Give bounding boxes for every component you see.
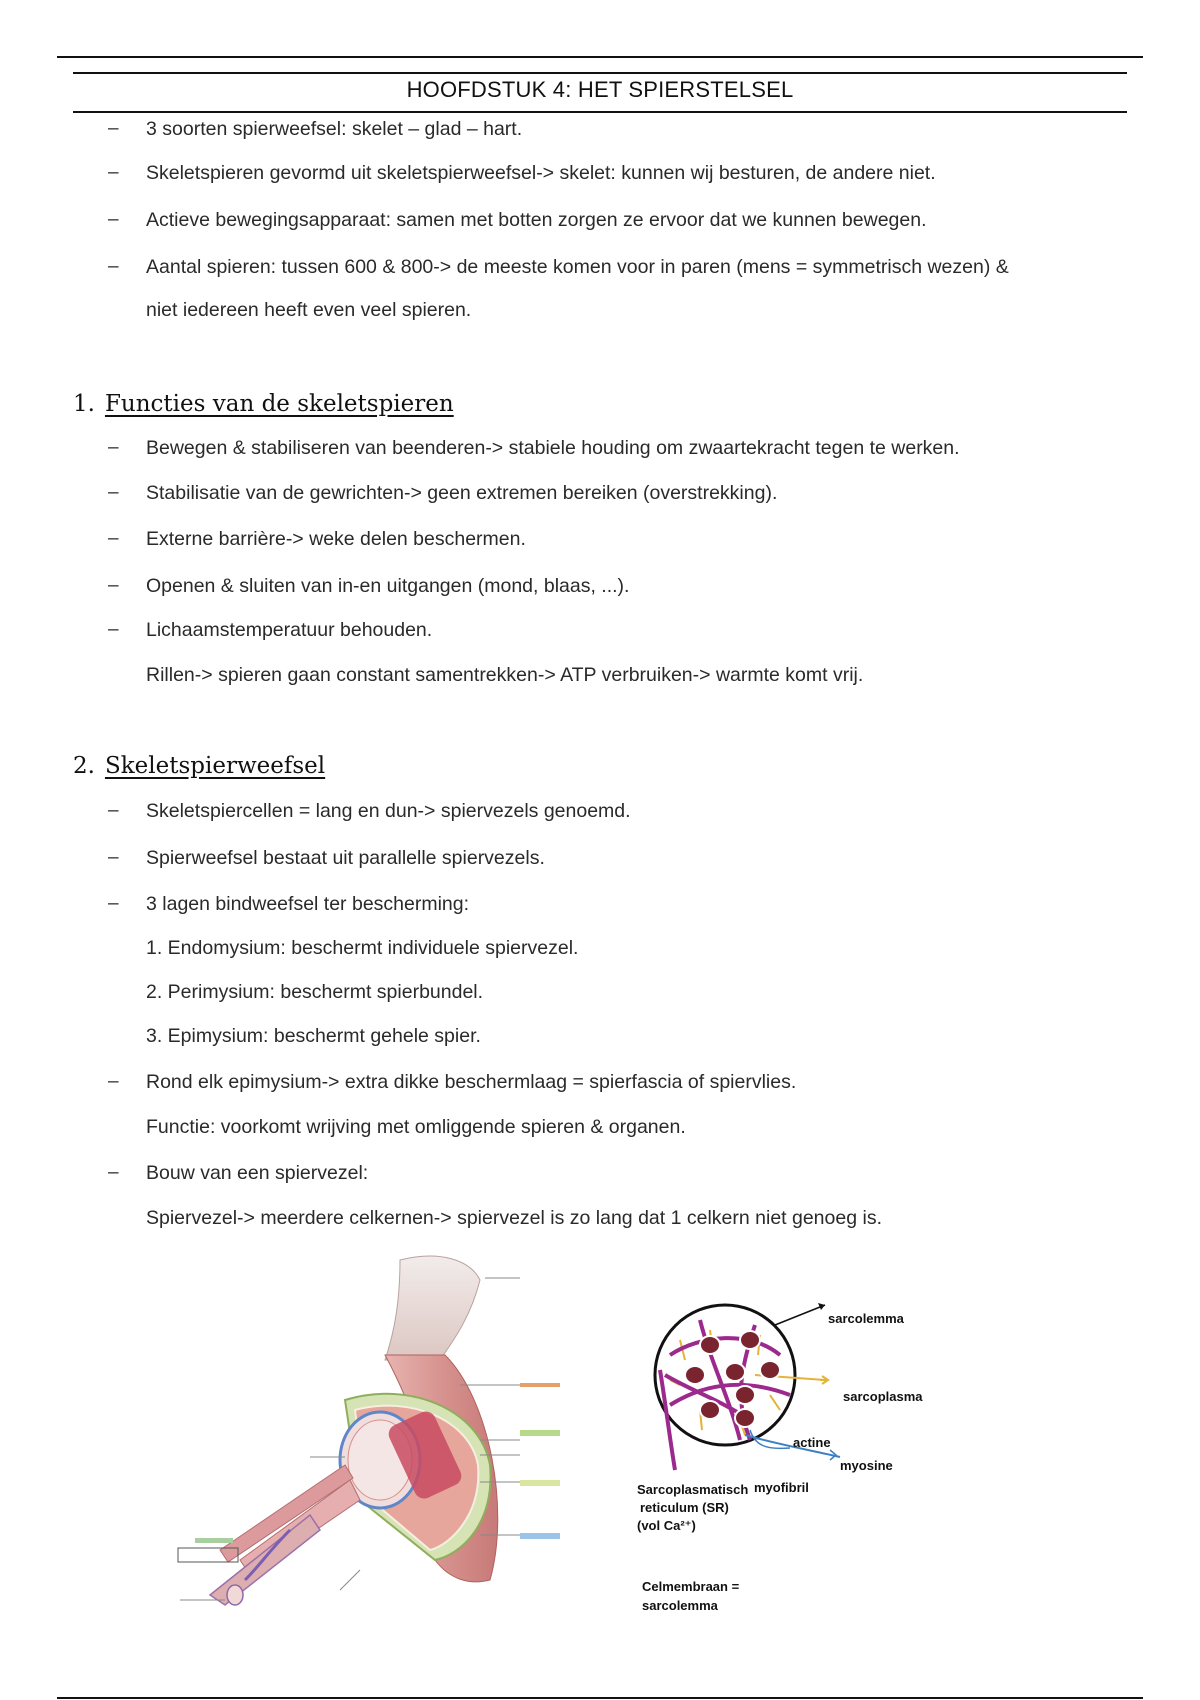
bullet-dash: – [108, 847, 119, 868]
section-1-continuation: Rillen-> spieren gaan constant samentrekken-> ATP verbruiken-> warmte komt vrij. [146, 664, 864, 686]
label-sarcolemma: sarcolemma [828, 1311, 904, 1326]
section-2-bullet-4: Rond elk epimysium-> extra dikke beschermlaag = spierfascia of spiervlies. [146, 1071, 797, 1093]
bullet-dash: – [108, 209, 119, 230]
label-actine: actine [793, 1435, 831, 1450]
arrow-head-icon [818, 1303, 825, 1310]
sarcolemma-arrow [775, 1305, 825, 1325]
bullet-dash: – [108, 619, 119, 640]
section-2-bullet-4-note: Functie: voorkomt wrijving met omliggende spieren & organen. [146, 1116, 686, 1138]
label-tag [520, 1430, 560, 1436]
section-1-title: Functies van de skeletspieren [104, 391, 454, 417]
title-rule-bottom [73, 111, 1127, 113]
layer-epimysium: 3. Epimysium: beschermt gehele spier. [146, 1025, 481, 1047]
label-tag [520, 1480, 560, 1486]
section-1-bullet-3: Externe barrière-> weke delen beschermen. [146, 528, 526, 550]
bullet-dash: – [108, 437, 119, 458]
label-celmembraan-line2: sarcolemma [642, 1598, 718, 1613]
bullet-dash: – [108, 482, 119, 503]
intro-bullet-2: Skeletspieren gevormd uit skeletspierweefsel-> skelet: kunnen wij besturen, de andere niet. [146, 162, 936, 184]
bullet-dash: – [108, 118, 119, 139]
label-tag [520, 1383, 560, 1387]
sarcoplasma-arrow [820, 1376, 828, 1384]
label-myosine: myosine [840, 1458, 893, 1473]
section-1-bullet-1: Bewegen & stabiliseren van beenderen-> stabiele houding om zwaartekracht tegen te werken. [146, 437, 960, 459]
section-2-number: 2. [73, 753, 95, 779]
section-1-number: 1. [73, 391, 95, 417]
fiber-end-shape [227, 1585, 243, 1605]
bullet-dash: – [108, 256, 119, 277]
bullet-dash: – [108, 1071, 119, 1092]
layer-endomysium: 1. Endomysium: beschermt individuele spiervezel. [146, 937, 579, 959]
intro-continuation: niet iedereen heeft even veel spieren. [146, 299, 472, 321]
section-2-bullet-5: Bouw van een spiervezel: [146, 1162, 369, 1184]
label-sr-line2: reticulum (SR) [640, 1500, 729, 1515]
bullet-dash: – [108, 162, 119, 183]
muscle-anatomy-illustration [150, 1250, 630, 1625]
intro-bullet-3: Actieve bewegingsapparaat: samen met botten zorgen ze ervoor dat we kunnen bewegen. [146, 209, 927, 231]
section-1-heading [73, 391, 454, 417]
section-2-bullet-3: 3 lagen bindweefsel ter bescherming: [146, 893, 470, 915]
label-sr-line1: Sarcoplasmatisch [637, 1482, 749, 1497]
tendon-shape [385, 1256, 480, 1360]
label-tag [520, 1533, 560, 1539]
section-2-bullet-2: Spierweefsel bestaat uit parallelle spiervezels. [146, 847, 545, 869]
top-rule [57, 56, 1143, 58]
bullet-dash: – [108, 1162, 119, 1183]
intro-bullet-4: Aantal spieren: tussen 600 & 800-> de meeste komen voor in paren (mens = symmetrisch wezen) & [146, 256, 1009, 278]
page-title: HOOFDSTUK 4: HET SPIERSTELSEL [406, 77, 794, 102]
section-2-bullet-5-note: Spiervezel-> meerdere celkernen-> spiervezel is zo lang dat 1 celkern niet genoeg is. [146, 1207, 882, 1229]
bullet-dash: – [108, 528, 119, 549]
title-rule-top [73, 72, 1127, 74]
label-myofibril: myofibril [754, 1480, 809, 1495]
leader-line [340, 1570, 360, 1590]
label-celmembraan-line1: Celmembraan = [642, 1579, 740, 1594]
section-1-bullet-4: Openen & sluiten van in-en uitgangen (mond, blaas, ...). [146, 575, 630, 597]
section-1-bullet-2: Stabilisatie van de gewrichten-> geen extremen bereiken (overstrekking). [146, 482, 778, 504]
label-tag [195, 1538, 233, 1543]
bullet-dash: – [108, 575, 119, 596]
section-2-heading [73, 753, 325, 779]
section-2-title: Skeletspierweefsel [104, 753, 326, 779]
intro-bullet-1: 3 soorten spierweefsel: skelet – glad – hart. [146, 118, 523, 140]
bullet-dash: – [108, 893, 119, 914]
layer-perimysium: 2. Perimysium: beschermt spierbundel. [146, 981, 484, 1003]
section-2-bullet-1: Skeletspiercellen = lang en dun-> spiervezels genoemd. [146, 800, 631, 822]
label-sr-line3: (vol Ca²⁺) [637, 1518, 696, 1533]
bullet-dash: – [108, 800, 119, 821]
section-1-bullet-5: Lichaamstemperatuur behouden. [146, 619, 433, 641]
label-sarcoplasma: sarcoplasma [843, 1389, 923, 1404]
bottom-rule [57, 1697, 1143, 1699]
